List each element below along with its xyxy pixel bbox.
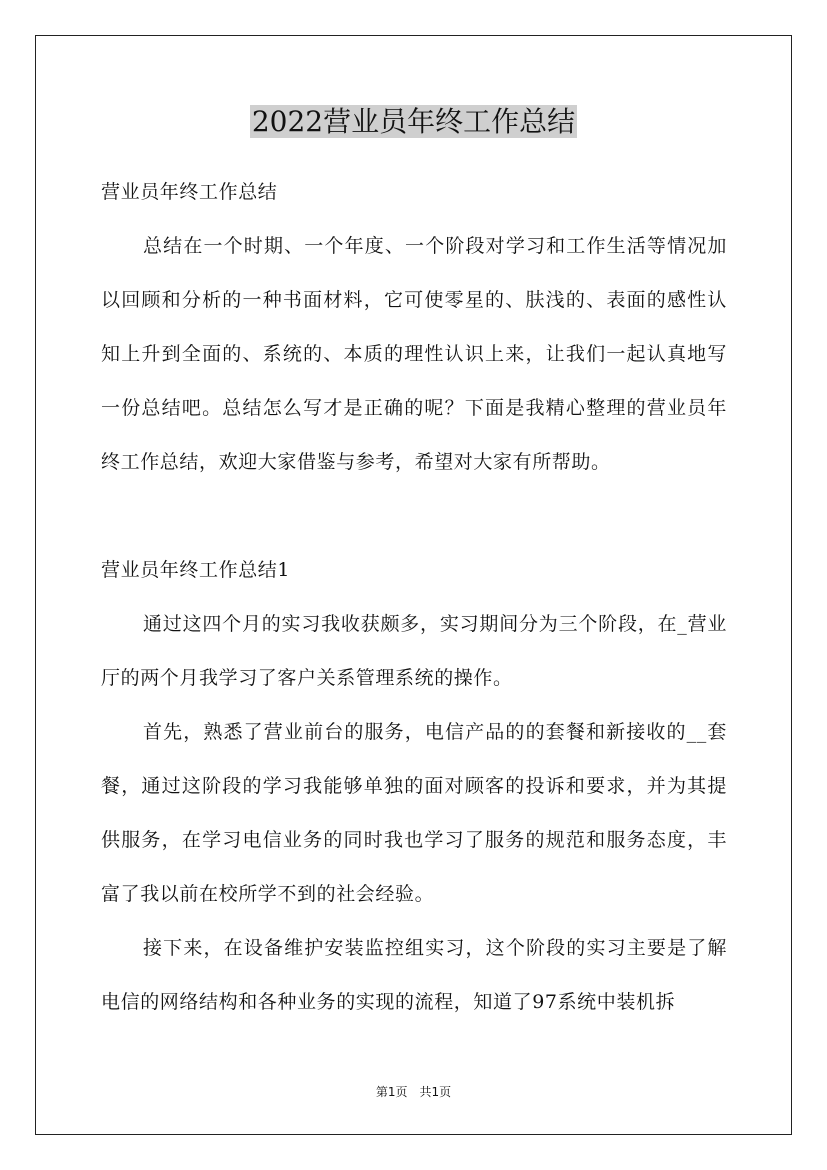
body-paragraph-3: 接下来，在设备维护安装监控组实习，这个阶段的实习主要是了解电信的网络结构和各种业务的实现的流程，知道了97系统中装机拆 bbox=[101, 937, 727, 1013]
page-number: 第1页 bbox=[375, 1085, 408, 1099]
page-footer bbox=[0, 1083, 827, 1100]
body-paragraph-2: 首先，熟悉了营业前台的服务，电信产品的的套餐和新接收的__套餐，通过这阶段的学习我能够单独的面对顾客的投诉和要求，并为其提供服务，在学习电信业务的同时我也学习了服务的规范和服务态度，丰富了我以前在校所学不到的社会经验。 bbox=[101, 721, 727, 905]
document-title-text: 2022营业员年终工作总结 bbox=[251, 105, 576, 138]
document-subtitle: 营业员年终工作总结 bbox=[101, 181, 278, 203]
section-heading: 营业员年终工作总结1 bbox=[101, 559, 291, 581]
page-total: 共1页 bbox=[419, 1085, 452, 1099]
intro-paragraph: 总结在一个时期、一个年度、一个阶段对学习和工作生活等情况加以回顾和分析的一种书面材料，它可使零星的、肤浅的、表面的感性认知上升到全面的、系统的、本质的理性认识上来，让我们一起认真地写一份总结吧。总结怎么写才是正确的呢？下面是我精心整理的营业员年终工作总结，欢迎大家借鉴与参考，希望对大家有所帮助。 bbox=[101, 235, 727, 473]
document-title bbox=[0, 100, 827, 144]
body-paragraph-1: 通过这四个月的实习我收获颇多，实习期间分为三个阶段，在_营业厅的两个月我学习了客户关系管理系统的操作。 bbox=[101, 613, 727, 689]
